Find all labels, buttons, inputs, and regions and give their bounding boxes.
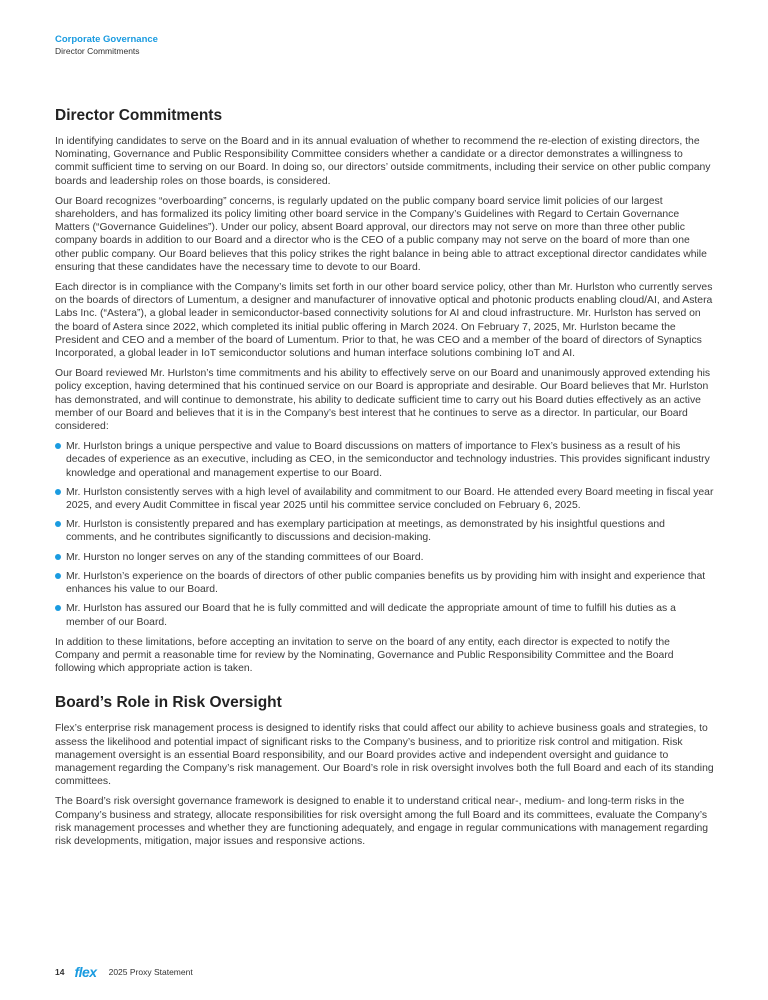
list-item [55, 602, 715, 628]
list-item [55, 570, 715, 596]
bullet-dot-icon [55, 521, 61, 527]
bullet-dot-icon [55, 554, 61, 560]
page-footer [55, 964, 193, 980]
paragraph: In addition to these limitations, before accepting an invitation to serve on the board of any entity, each director is expected to notify the Company and permit a reasonable time for review by the Nominating, Governance and Public Responsibility Committee and the Board following which appropriate action is taken. [55, 636, 674, 675]
list-item [55, 486, 715, 512]
paragraph: Our Board recognizes “overboarding” concerns, is regularly updated on the public company board service limit policies of our largest shareholders, and has formalized its policy limiting other board service in the Company’s Guidelines with Regard to Certain Governance Matters (“Governance Guidelines”). Under our policy, absent Board approval, our directors may not serve on more than three other public company boards in addition to our Board and a director who is the CEO of a public company may not serve on the board of more than one other public company. Our Board believes that this policy strikes the right balance in being able to attract exceptional director candidates while ensuring that these candidates have the necessary time to devote to our Board. [55, 195, 707, 273]
paragraph: Each director is in compliance with the Company’s limits set forth in our other board service policy, other than Mr. Hurlston who currently serves on the boards of directors of Lumentum, a designer and manufacturer of innovative optical and photonic products enabling cloud/AI, and Astera Labs Inc. (“Astera”), a global leader in semiconductor-based connectivity solutions for AI and cloud infrastructure. Mr. Hurlston has served on the board of Astera since 2022, which completed its initial public offering in March 2024. On February 7, 2025, Mr. Hurlston became the President and CEO and a member of the board of Lumentum. Prior to that, he was CEO and a member of the board of directors of Synaptics Incorporated, a global leader in IoT semiconductor solutions and human interface solutions combining IoT and AI. [55, 282, 713, 360]
paragraph: The Board’s risk oversight governance framework is designed to enable it to understand critical near-, medium- and long-term risks in the Company’s business and strategy, allocate responsibilities for risk oversight among the full Board and its committees, evaluate the Company’s risk management processes and whether they are functioning adequately, and engage in regular communications with management regarding risk developments, mitigation, major issues and responsive actions. [55, 796, 709, 847]
header-subsection: Director Commitments [55, 46, 140, 56]
document-title: 2025 Proxy Statement [108, 967, 193, 977]
list-item [55, 440, 715, 480]
paragraph: Flex’s enterprise risk management process is designed to identify risks that could affect our ability to achieve business goals and strategies, to assess the likelihood and potential impact of significant risks to the Company’s business, and to prioritize risk control and mitigation. Risk management oversight is an essential Board responsibility, and our Board provides active and independent oversight and guidance to management regarding the Company’s risk management. Our Board’s role in risk oversight involves both the full Board and each of its standing committees. [55, 723, 714, 788]
list-item-text: Mr. Hurlston brings a unique perspective and value to Board discussions on matters of importance to Flex’s business as a result of his decades of experience as an executive, including as CEO, in the semiconductor and technology industries. This provides significant industry knowledge and operational and management expertise to our Board. [66, 441, 710, 479]
bullet-dot-icon [55, 573, 61, 579]
list-item [55, 551, 715, 564]
bullet-dot-icon [55, 605, 61, 611]
list-item-text: Mr. Hurlston has assured our Board that he is fully committed and will dedicate the appropriate amount of time to fulfill his duties as a member of our Board. [66, 603, 676, 628]
list-item-text: Mr. Hurlston consistently serves with a high level of availability and commitment to our Board. He attended every Board meeting in fiscal year 2025, and every Audit Committee in fiscal year 2025 until his committee service concluded on February 6, 2025. [66, 486, 714, 512]
section-title-director-commitments: Director Commitments [55, 107, 223, 124]
paragraph: Our Board reviewed Mr. Hurlston’s time commitments and his ability to effectively serve on our Board and unanimously approved extending his policy exception, having determined that his continued service on our Board is appropriate and desirable. Our Board believes that Mr. Hurlston has demonstrated, and will continue to demonstrate, his ability to dedicate sufficient time to carry out his Board duties effectively as an active member of our Board and believes that it is in the Company’s best interest that he continues to serve as a director. In particular, our Board considered: [55, 368, 711, 433]
section-title-risk-oversight: Board’s Role in Risk Oversight [55, 694, 282, 712]
list-item-text: Mr. Hurlston is consistently prepared and has exemplary participation at meetings, as demonstrated by his insightful questions and comments, and he contributes significantly to discussions and decision-making. [66, 519, 665, 544]
considerations-list [55, 440, 715, 628]
bullet-dot-icon [55, 489, 61, 495]
header-section: Corporate Governance [55, 34, 158, 45]
running-header [55, 34, 158, 57]
bullet-dot-icon [55, 443, 61, 449]
list-item [55, 518, 715, 544]
list-item-text: Mr. Hurlston’s experience on the boards of directors of other public companies benefits us by providing him with insight and experience that enhances his value to our Board. [66, 570, 706, 596]
paragraph: In identifying candidates to serve on the Board and in its annual evaluation of whether to recommend the re-election of existing directors, the Nominating, Governance and Public Responsibility Committee considers whether a candidate or a director demonstrates a willingness to commit sufficient time to serving on our Board. In doing so, our directors’ outside commitments, including their service on other public company boards and leadership roles on those boards, is considered. [55, 136, 711, 187]
list-item-text: Mr. Hurston no longer serves on any of the standing committees of our Board. [66, 551, 424, 563]
page-number: 14 [55, 967, 65, 977]
main-content [55, 106, 715, 855]
flex-logo: flex [74, 964, 97, 980]
